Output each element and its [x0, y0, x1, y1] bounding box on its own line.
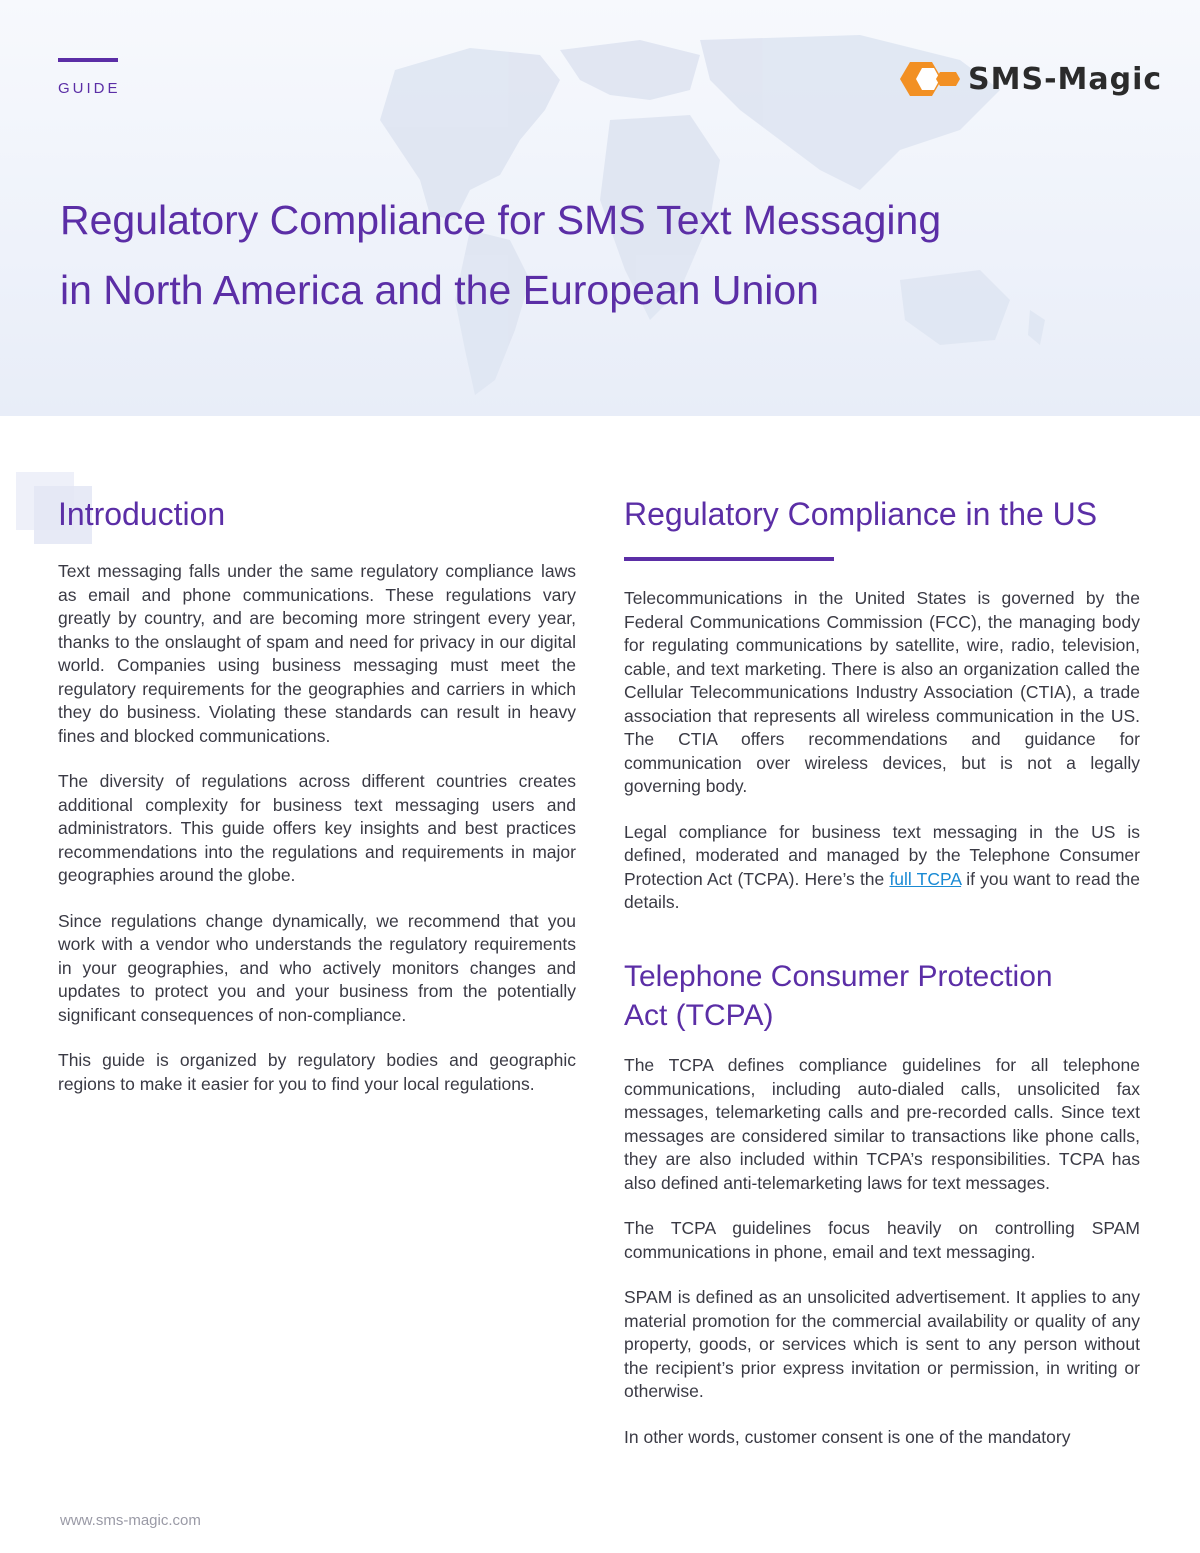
header-banner	[0, 0, 1200, 416]
introduction-heading: Introduction	[58, 496, 226, 532]
logo-text: SMS-Magic	[968, 62, 1163, 97]
tcpa-heading	[624, 957, 1140, 1035]
intro-paragraph: Since regulations change dynamically, we recommend that you work with a vendor who understands the regulatory requirements in your geographies, and who actively monitors changes and updates to protect you and your business from the potentially significant consequences of non-compliance.	[58, 910, 576, 1025]
intro-paragraph: This guide is organized by regulatory bodies and geographic regions to make it easier for you to find your local regulations.	[58, 1050, 576, 1094]
tcpa-heading-line-1: Telephone Consumer Protection	[624, 960, 1053, 993]
intro-paragraph: Text messaging falls under the same regulatory compliance laws as email and phone communications. These regulations vary greatly by country, and are becoming more stringent every year, thanks to the onslaught of spam and need for privacy in our digital world. Companies using business messaging must meet the regulatory requirements for the geographies and carriers in which they do business. Violating these standards can result in heavy fines and blocked communications.	[58, 561, 576, 746]
us-heading-accent-bar	[624, 557, 834, 561]
full-tcpa-link[interactable]: full TCPA	[889, 868, 962, 889]
page-title-line-1: Regulatory Compliance for SMS Text Messaging	[60, 197, 942, 244]
intro-paragraph: The diversity of regulations across different countries creates additional complexity for business text messaging users and administrators. This guide offers key insights and best practices recommendations into the regulations and requirements in major geographies around the globe.	[58, 771, 576, 885]
us-paragraph-text: if you want to read the details.	[624, 868, 1140, 912]
us-paragraph-text: Legal compliance for business text messaging in the US is defined, moderated and managed by the Telephone Consumer Protection Act (TCPA). Here’s the	[624, 821, 1140, 889]
page-title-line-2: in North America and the European Union	[60, 267, 819, 314]
footer-url: www.sms-magic.com	[60, 1512, 201, 1529]
tcpa-paragraph: SPAM is defined as an unsolicited advertisement. It applies to any material promotion for the commercial availability or quality of any property, goods, or services which is sent to any person without the recipient’s prior express invitation or permission, in writing or otherwise.	[624, 1287, 1140, 1401]
page-title	[60, 185, 1140, 325]
tcpa-paragraph: The TCPA guidelines focus heavily on controlling SPAM communications in phone, email and text messaging.	[624, 1218, 1140, 1262]
tcpa-body	[624, 1054, 1140, 1471]
tcpa-heading-line-2: Act (TCPA)	[624, 999, 774, 1032]
us-compliance-heading: Regulatory Compliance in the US	[624, 496, 1098, 532]
us-paragraph-tcpa	[624, 821, 1140, 915]
guide-label: GUIDE	[58, 80, 121, 97]
introduction-body	[58, 560, 576, 1118]
tcpa-paragraph: The TCPA defines compliance guidelines for all telephone communications, including auto-dialed calls, unsolicited fax messages, telemarketing calls and pre-recorded calls. Since text messages are considered similar to transactions like phone calls, they are also included within TCPA’s responsibilities. TCPA has also defined anti-telemarketing laws for text messages.	[624, 1055, 1140, 1193]
us-paragraph: Telecommunications in the United States is governed by the Federal Communications Commission (FCC), the managing body for regulating communications by satellite, wire, radio, television, cable, and text marketing. There is also an organization called the Cellular Telecommunications Industry Association (CTIA), a trade association that represents all wireless communication in the US. The CTIA offers recommendations and guidance for communication over wireless devices, but is not a legally governing body.	[624, 588, 1140, 796]
us-compliance-body	[624, 587, 1140, 937]
guide-accent-bar	[58, 58, 118, 62]
tcpa-paragraph: In other words, customer consent is one of the mandatory	[624, 1426, 1071, 1447]
